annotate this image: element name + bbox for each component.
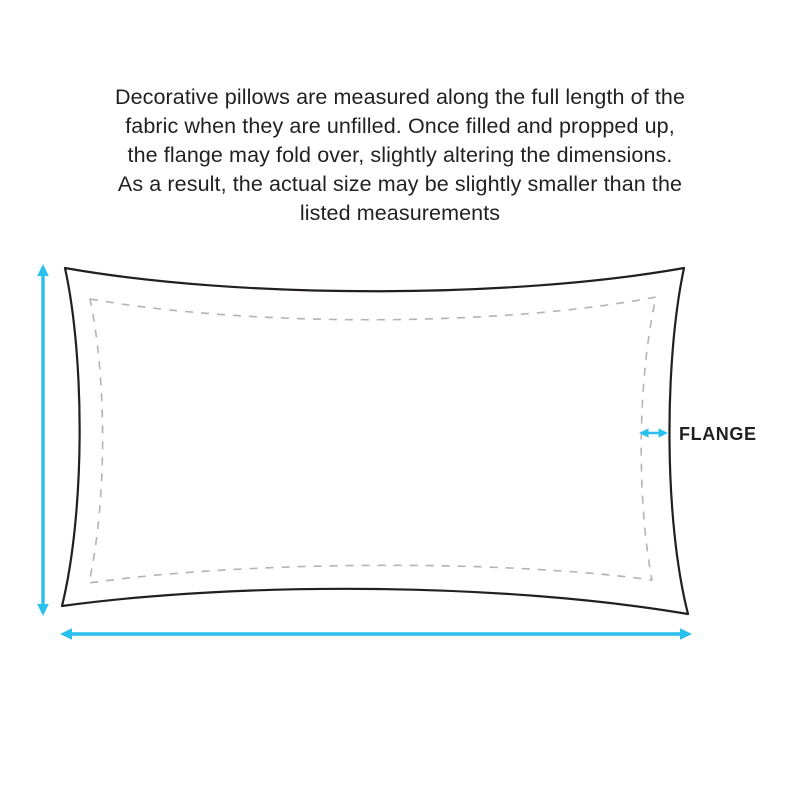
pillow-seam-dashed-line <box>89 297 656 583</box>
flange-arrowhead-right <box>659 428 669 437</box>
description-line: Decorative pillows are measured along the full length of the <box>114 85 686 109</box>
height-arrow-icon <box>37 264 49 616</box>
flange-arrow-icon <box>639 428 668 437</box>
flange-label: FLANGE <box>679 424 757 444</box>
height-arrowhead-bottom <box>37 604 49 616</box>
height-arrowhead-top <box>37 264 49 276</box>
flange-arrowhead-left <box>639 428 649 437</box>
width-arrow-icon <box>60 628 692 640</box>
description-line: As a result, the actual size may be slightly smaller than the <box>117 172 683 196</box>
description-line: the flange may fold over, slightly altering the dimensions. <box>127 143 673 167</box>
pillow-outline <box>62 268 688 614</box>
description-line: listed measurements <box>299 201 501 225</box>
width-arrowhead-right <box>680 628 692 640</box>
description-line: fabric when they are unfilled. Once filled and propped up, <box>125 114 675 138</box>
width-arrowhead-left <box>60 628 72 640</box>
